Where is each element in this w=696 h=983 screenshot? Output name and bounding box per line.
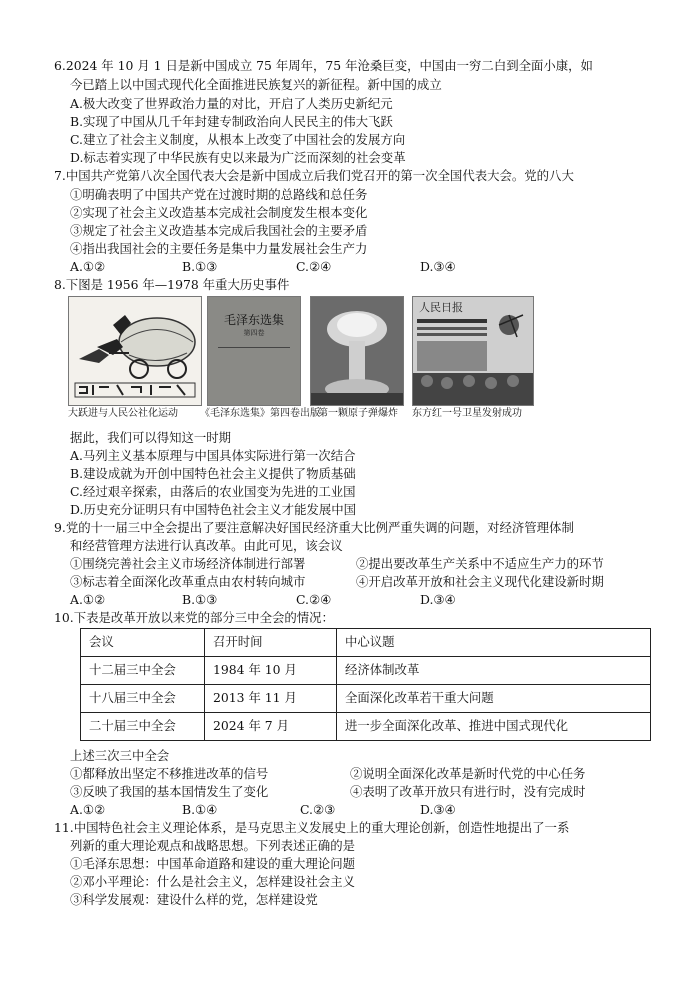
q7-option-b: B.①③ bbox=[182, 259, 218, 274]
q6-stem-line2: 今已踏上以中国式现代化全面推进民族复兴的新征程。新中国的成立 bbox=[70, 77, 442, 92]
q6-option-d: D.标志着实现了中华民族有史以来最为广泛而深刻的社会变革 bbox=[70, 150, 406, 165]
q9-stem-line2: 和经营管理方法进行认真改革。由此可见，该会议 bbox=[70, 538, 343, 553]
q10-option-a: A.①② bbox=[70, 802, 106, 817]
q10-statement-3: ③反映了我国的基本国情发生了变化 bbox=[70, 784, 269, 799]
newspaper-masthead: 人民日报 bbox=[419, 301, 463, 314]
caption-mao-works: 《毛泽东选集》第四卷出版 bbox=[200, 408, 320, 419]
table-cell: 二十届三中全会 bbox=[81, 713, 205, 741]
table-header-cell: 中心议题 bbox=[337, 629, 651, 657]
satellite-newspaper-image bbox=[412, 296, 534, 406]
table-header-cell: 会议 bbox=[81, 629, 205, 657]
q9-stem-line1: 9.党的十一届三中全会提出了要注意解决好国民经济重大比例严重失调的问题，对经济管理体制 bbox=[54, 520, 574, 535]
q11-stem-line2: 列新的重大理论观点和战略思想。下列表述正确的是 bbox=[70, 838, 355, 853]
q7-option-c: C.②④ bbox=[296, 259, 332, 274]
q7-statement-1: ①明确表明了中国共产党在过渡时期的总路线和总任务 bbox=[70, 187, 368, 202]
table-cell: 经济体制改革 bbox=[337, 657, 651, 685]
table-cell: 十二届三中全会 bbox=[81, 657, 205, 685]
table-row bbox=[81, 713, 651, 741]
table-cell: 进一步全面深化改革、推进中国式现代化 bbox=[337, 713, 651, 741]
q11-statement-1: ①毛泽东思想：中国革命道路和建设的重大理论问题 bbox=[70, 856, 355, 871]
table-header-cell: 召开时间 bbox=[205, 629, 337, 657]
q9-option-a: A.①② bbox=[70, 592, 106, 607]
q7-statement-2: ②实现了社会主义改造基本完成社会制度发生根本变化 bbox=[70, 205, 368, 220]
q10-option-c: C.②③ bbox=[300, 802, 336, 817]
q10-statement-1: ①都释放出坚定不移推进改革的信号 bbox=[70, 766, 269, 781]
q8-option-d: D.历史充分证明只有中国特色社会主义才能发展中国 bbox=[70, 502, 357, 517]
q7-statement-3: ③规定了社会主义改造基本完成后我国社会的主要矛盾 bbox=[70, 223, 368, 238]
q8-stem-line1: 8.下图是 1956 年—1978 年重大历史事件 bbox=[54, 277, 290, 292]
q11-statement-2: ②邓小平理论：什么是社会主义，怎样建设社会主义 bbox=[70, 874, 355, 889]
q8-option-a: A.马列主义基本原理与中国具体实际进行第一次结合 bbox=[70, 448, 356, 463]
q7-statement-4: ④指出我国社会的主要任务是集中力量发展社会生产力 bbox=[70, 241, 368, 256]
q9-option-b: B.①③ bbox=[182, 592, 218, 607]
q9-option-c: C.②④ bbox=[296, 592, 332, 607]
table-row bbox=[81, 685, 651, 713]
q9-option-d: D.③④ bbox=[420, 592, 456, 607]
q10-stem-line2: 上述三次三中全会 bbox=[70, 748, 170, 763]
q10-option-d: D.③④ bbox=[420, 802, 456, 817]
q6-option-c: C.建立了社会主义制度，从根本上改变了中国社会的发展方向 bbox=[70, 132, 406, 147]
q9-statement-4: ④开启改革开放和社会主义现代化建设新时期 bbox=[356, 574, 604, 589]
q7-stem-line1: 7.中国共产党第八次全国代表大会是新中国成立后我们党召开的第一次全国代表大会。党的八大 bbox=[54, 168, 574, 183]
mao-selected-works-image bbox=[207, 296, 301, 406]
atomic-bomb-image bbox=[310, 296, 404, 406]
table-cell: 1984 年 10 月 bbox=[205, 657, 337, 685]
q10-statement-4: ④表明了改革开放只有进行时，没有完成时 bbox=[350, 784, 586, 799]
caption-satellite: 东方红一号卫星发射成功 bbox=[412, 408, 522, 419]
table-cell: 2013 年 11 月 bbox=[205, 685, 337, 713]
q6-stem-line1: 6.2024 年 10 月 1 日是新中国成立 75 年周年，75 年沧桑巨变，中国由一穷二白到全面小康，如 bbox=[54, 58, 593, 73]
caption-great-leap: 大跃进与人民公社化运动 bbox=[68, 408, 178, 419]
table-cell: 十八届三中全会 bbox=[81, 685, 205, 713]
q9-statement-3: ③标志着全面深化改革重点由农村转向城市 bbox=[70, 574, 306, 589]
book-volume: 第四卷 bbox=[243, 329, 265, 337]
q9-statement-2: ②提出要改革生产关系中不适应生产力的环节 bbox=[356, 556, 604, 571]
great-leap-forward-image bbox=[68, 296, 202, 406]
q8-stem-line2: 据此，我们可以得知这一时期 bbox=[70, 430, 232, 445]
caption-atomic-bomb: 第一颗原子弹爆炸 bbox=[318, 408, 398, 419]
q8-option-b: B.建设成就为开创中国特色社会主义提供了物质基础 bbox=[70, 466, 356, 481]
table-cell: 全面深化改革若干重大问题 bbox=[337, 685, 651, 713]
q11-statement-3: ③科学发展观：建设什么样的党，怎样建设党 bbox=[70, 892, 318, 907]
table-row bbox=[81, 657, 651, 685]
table-cell: 2024 年 7 月 bbox=[205, 713, 337, 741]
q7-option-d: D.③④ bbox=[420, 259, 456, 274]
q8-option-c: C.经过艰辛探索，由落后的农业国变为先进的工业国 bbox=[70, 484, 356, 499]
q10-stem-line1: 10.下表是改革开放以来党的部分三中全会的情况： bbox=[54, 610, 334, 625]
q7-option-a: A.①② bbox=[70, 259, 106, 274]
book-title: 毛泽东选集 bbox=[223, 313, 284, 327]
q6-option-b: B.实现了中国从几千年封建专制政治向人民民主的伟大飞跃 bbox=[70, 114, 393, 129]
q10-option-b: B.①④ bbox=[182, 802, 218, 817]
q11-stem-line1: 11.中国特色社会主义理论体系，是马克思主义发展史上的重大理论创新，创造性地提出了一系 bbox=[54, 820, 570, 835]
q10-statement-2: ②说明全面深化改革是新时代党的中心任务 bbox=[350, 766, 586, 781]
plenum-table bbox=[80, 628, 651, 741]
table-header-row bbox=[81, 629, 651, 657]
q9-statement-1: ①围绕完善社会主义市场经济体制进行部署 bbox=[70, 556, 306, 571]
q6-option-a: A.极大改变了世界政治力量的对比，开启了人类历史新纪元 bbox=[70, 96, 393, 111]
